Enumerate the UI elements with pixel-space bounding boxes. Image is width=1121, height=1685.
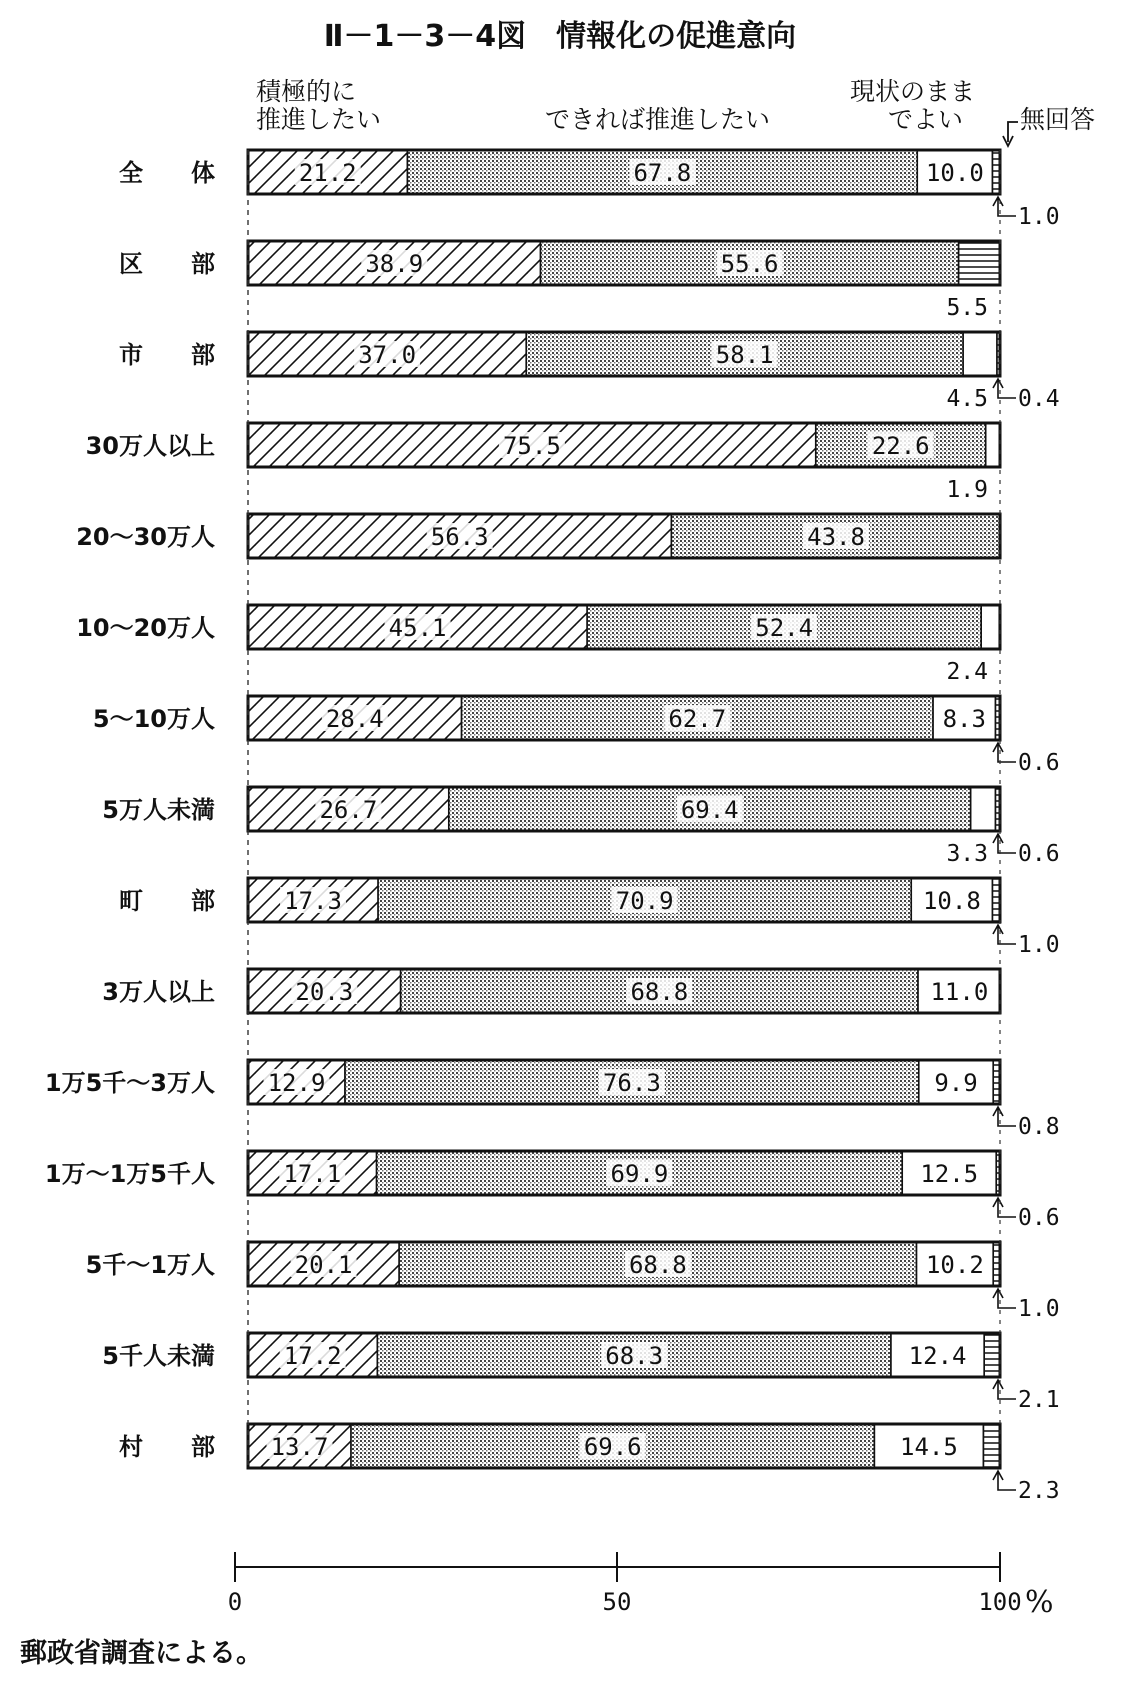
row-label-1: 区 部 [119, 250, 215, 278]
bar-row-8 [248, 878, 1060, 958]
bar-segment-2-status-quo [963, 332, 997, 376]
data-label-ext-11-3: 0.6 [1018, 1205, 1060, 1231]
data-label-ext-3-2: 1.9 [946, 477, 988, 503]
data-label-3-1: 22.6 [871, 432, 930, 460]
bar-row-3 [248, 423, 1000, 503]
data-label-11-2: 12.5 [920, 1160, 979, 1188]
bar-row-9 [248, 969, 1001, 1013]
leader-line-11 [993, 1198, 1016, 1217]
x-axis [228, 1552, 1054, 1620]
data-label-13-2: 12.4 [908, 1342, 967, 1370]
data-label-1-1: 55.6 [720, 250, 779, 278]
row-label-10: 1万5千～3万人 [44, 1069, 215, 1097]
bars [248, 150, 1060, 1504]
data-label-8-2: 10.8 [922, 887, 981, 915]
source-note: 郵政省調査による。 [20, 1638, 263, 1669]
data-label-5-1: 52.4 [755, 614, 814, 642]
data-label-9-0: 20.3 [295, 978, 354, 1006]
data-label-0-2: 10.0 [925, 159, 984, 187]
data-label-6-2: 8.3 [942, 705, 986, 733]
data-label-0-0: 21.2 [298, 159, 357, 187]
leader-line-7 [993, 834, 1016, 853]
data-label-3-0: 75.5 [502, 432, 561, 460]
data-label-ext-0-3: 1.0 [1018, 204, 1060, 230]
data-label-11-0: 17.1 [283, 1160, 342, 1188]
header-label-s1-line1: 積極的に [256, 77, 357, 106]
data-label-5-0: 45.1 [388, 614, 447, 642]
data-label-ext-6-3: 0.6 [1018, 750, 1060, 776]
data-label-ext-14-3: 2.3 [1018, 1478, 1060, 1504]
leader-line-6 [993, 743, 1016, 762]
data-label-1-0: 38.9 [365, 250, 424, 278]
bar-row-13 [248, 1333, 1060, 1413]
header-label-s3-line1: 現状のまま [850, 77, 976, 106]
bar-row-1 [248, 241, 1000, 321]
bar-row-5 [248, 605, 1000, 685]
row-labels [45, 159, 215, 1461]
row-label-7: 5万人未満 [102, 796, 215, 824]
data-label-7-1: 69.4 [680, 796, 739, 824]
x-tick-label-50: 50 [602, 1588, 632, 1616]
header-label-s4: 無回答 [1020, 105, 1096, 134]
header-label-s3-line2: でよい [888, 105, 964, 134]
data-label-9-2: 11.0 [930, 978, 989, 1006]
data-label-8-0: 17.3 [284, 887, 342, 915]
data-label-14-1: 69.6 [583, 1433, 642, 1461]
bar-segment-7-status-quo [971, 787, 996, 831]
bar-row-10 [248, 1060, 1060, 1140]
data-label-9-1: 68.8 [630, 978, 689, 1006]
row-label-8: 町 部 [119, 887, 215, 915]
leader-line-14 [993, 1471, 1016, 1490]
bar-row-12 [248, 1242, 1060, 1322]
bar-segment-5-status-quo [981, 605, 999, 649]
bar-segment-1-no-answer [959, 241, 1000, 285]
header-label-s1-line2: 推進したい [256, 105, 382, 134]
header-s4-arrow [1003, 122, 1018, 146]
bar-row-4 [248, 514, 1001, 558]
bar-segment-3-status-quo [986, 423, 1000, 467]
data-label-14-0: 13.7 [270, 1433, 329, 1461]
data-label-14-2: 14.5 [900, 1433, 958, 1461]
bar-row-0 [248, 150, 1060, 230]
bar-segment-14-no-answer [983, 1424, 1000, 1468]
data-label-12-2: 10.2 [925, 1251, 984, 1279]
legend-header [256, 77, 1095, 146]
data-label-7-0: 26.7 [319, 796, 378, 824]
data-label-ext-1-3: 5.5 [946, 295, 988, 321]
leader-line-0 [993, 197, 1016, 216]
row-label-13: 5千人未満 [102, 1342, 215, 1370]
data-label-ext-7-2: 3.3 [946, 841, 988, 867]
row-label-11: 1万～1万5千人 [44, 1160, 215, 1188]
data-label-0-1: 67.8 [633, 159, 692, 187]
data-label-8-1: 70.9 [615, 887, 674, 915]
data-label-11-1: 69.9 [610, 1160, 669, 1188]
leader-line-2 [993, 379, 1016, 398]
data-label-12-1: 68.8 [628, 1251, 687, 1279]
bar-segment-10-no-answer [993, 1060, 999, 1104]
x-axis-unit: % [1025, 1585, 1054, 1620]
row-label-2: 市 部 [119, 341, 215, 369]
data-label-ext-13-3: 2.1 [1018, 1387, 1060, 1413]
row-label-9: 3万人以上 [102, 978, 215, 1006]
leader-line-12 [993, 1289, 1016, 1308]
data-label-ext-10-3: 0.8 [1018, 1114, 1060, 1140]
data-label-10-2: 9.9 [934, 1069, 978, 1097]
bar-row-7 [248, 787, 1060, 867]
row-label-14: 村 部 [119, 1433, 215, 1461]
row-label-12: 5千～1万人 [85, 1251, 215, 1279]
header-label-s2: できれば推進したい [545, 105, 771, 134]
bar-row-11 [248, 1151, 1060, 1231]
row-label-6: 5～10万人 [92, 705, 215, 733]
data-label-ext-7-3: 0.6 [1018, 841, 1060, 867]
data-label-2-0: 37.0 [358, 341, 417, 369]
data-label-12-0: 20.1 [294, 1251, 353, 1279]
leader-line-13 [993, 1380, 1016, 1399]
data-label-ext-5-2: 2.4 [946, 659, 988, 685]
data-label-6-0: 28.4 [325, 705, 384, 733]
x-tick-label-0: 0 [227, 1588, 243, 1616]
data-label-6-1: 62.7 [668, 705, 727, 733]
data-label-ext-8-3: 1.0 [1018, 932, 1060, 958]
data-label-13-0: 17.2 [283, 1342, 342, 1370]
bar-segment-13-no-answer [984, 1333, 1000, 1377]
data-label-4-0: 56.3 [430, 523, 489, 551]
leader-line-10 [993, 1107, 1016, 1126]
data-label-4-1: 43.8 [807, 523, 865, 551]
chart-title: Ⅱ－1－3－4図 情報化の促進意向 [323, 19, 797, 54]
row-label-5: 10～20万人 [76, 614, 215, 642]
data-label-ext-2-2: 4.5 [946, 386, 988, 412]
bar-row-6 [248, 696, 1060, 776]
data-label-ext-2-3: 0.4 [1018, 386, 1060, 412]
row-label-0: 全 体 [119, 159, 215, 187]
row-label-4: 20～30万人 [76, 523, 215, 551]
leader-line-8 [993, 925, 1016, 944]
data-label-10-0: 12.9 [267, 1069, 326, 1097]
row-label-3: 30万人以上 [85, 432, 215, 460]
bar-row-14 [248, 1424, 1060, 1504]
bar-row-2 [248, 332, 1060, 412]
data-label-2-1: 58.1 [715, 341, 774, 369]
x-tick-label-100: 100 [978, 1588, 1022, 1616]
data-label-10-1: 76.3 [602, 1069, 661, 1097]
data-label-13-1: 68.3 [605, 1342, 664, 1370]
data-label-ext-12-3: 1.0 [1018, 1296, 1060, 1322]
